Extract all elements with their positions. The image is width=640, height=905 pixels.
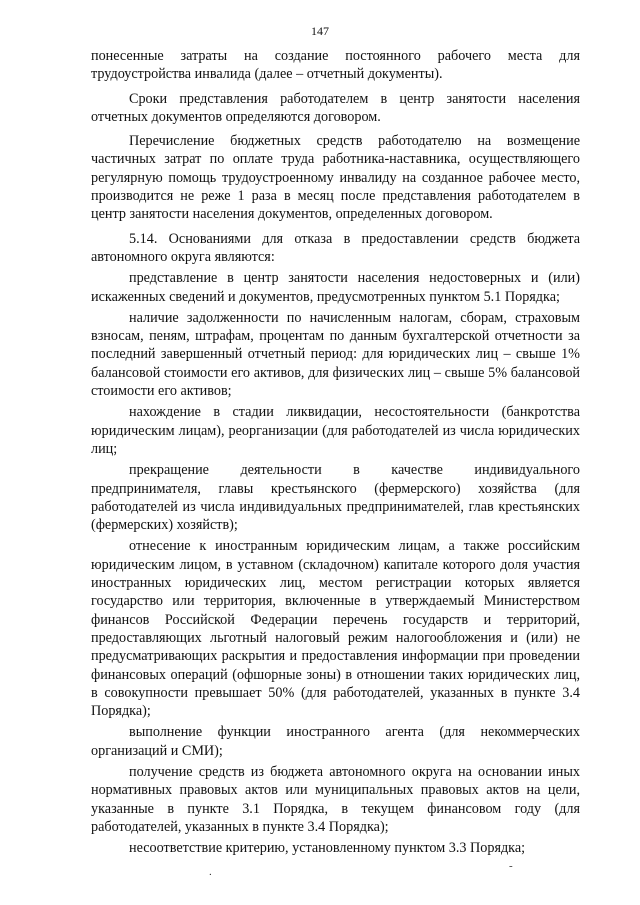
scan-mark: . [209, 866, 212, 878]
refusal-ground-termination: прекращение деятельности в качестве индивидуального предпринимателя, главы крестьянского (фермерского) хозяйства (для работодателей из числа индивидуальных предпринимателей, глав крестьянских (фермерских) хозяйств); [91, 462, 580, 534]
refusal-ground-foreign-entity: отнесение к иностранным юридическим лицам, а также российским юридическим лицом, в уставном (складочном) капитале которого доля участия иностранных юридических лиц, местом регистрации которых является государство или территория, включенные в утверждаемый Министерством финансов Российской Федерации перечень государств и территорий, предоставляющих льготный налоговый режим налогообложения и (или) не предусматривающих раскрытия и предоставления информации при проведении финансовых операций (офшорные зоны) в отношении таких юридических лиц, в совокупности превышает 50% (для работодателей, указанных в пункте 3.4 Порядка); [91, 538, 580, 720]
refusal-ground-liquidation: нахождение в стадии ликвидации, несостоятельности (банкротства юридическим лицам), реорганизации (для работодателей из числа юридических лиц; [91, 404, 580, 457]
refusal-ground-foreign-agent: выполнение функции иностранного агента (для некоммерческих организаций и СМИ); [91, 724, 580, 759]
refusal-ground-other-funding: получение средств из бюджета автономного округа на основании иных нормативных правовых актов или муниципальных правовых актов на цели, указанные в пункте 3.1 Порядка, в текущем финансовом году (для работодателей, указанных в пункте 3.4 Порядка); [91, 763, 580, 835]
refusal-ground-tax-debt: наличие задолженности по начисленным налогам, сборам, страховым взносам, пеням, штрафам, процентам по данным бухгалтерской отчетности за последний завершенный отчетный период: для юридических лиц – свыше 1% балансовой стоимости его активов, для физических лиц – свыше 5% балансовой стоимости его активов; [91, 309, 580, 400]
refusal-ground-criterion-mismatch: несоответствие критерию, установленному пунктом 3.3 Порядка; [129, 840, 526, 857]
paragraph-reporting-deadlines: Сроки представления работодателем в центр занятости населения отчетных документов определяются договором. [91, 90, 580, 125]
document-body [91, 47, 580, 857]
paragraph-section-5-14: 5.14. Основаниями для отказа в предоставлении средств бюджета автономного округа являются: [91, 230, 580, 265]
page-number: 147 [311, 24, 329, 38]
paragraph-budget-transfer: Перечисление бюджетных средств работодателю на возмещение частичных затрат по оплате труда работника-наставника, осуществляющего регулярную помощь трудоустроенному инвалиду на созданное рабочее место, производится не реже 1 раза в месяц после представления работодателем в центр занятости населения документов, определенных договором. [91, 133, 580, 223]
paragraph-continuation: понесенные затраты на создание постоянного рабочего места для трудоустройства инвалида (далее – отчетный документы). [91, 48, 580, 83]
refusal-ground-false-documents: представление в центр занятости населения недостоверных и (или) искаженных сведений и документов, предусмотренных пунктом 5.1 Порядка; [91, 270, 580, 305]
scan-mark: - [509, 860, 513, 872]
